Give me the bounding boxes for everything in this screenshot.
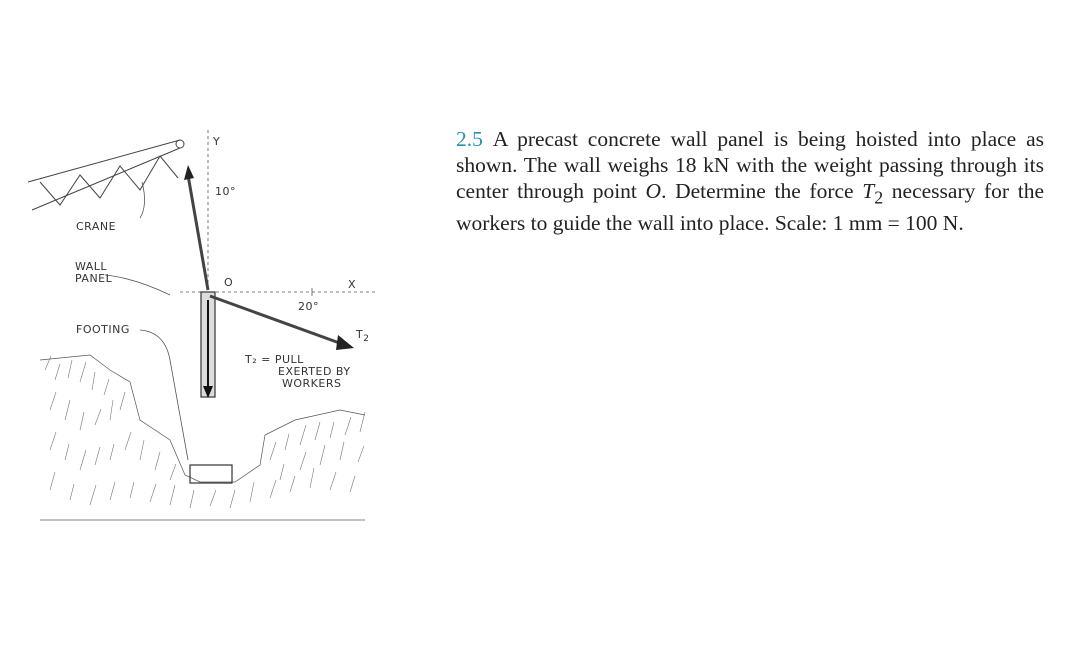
t2-rope xyxy=(210,296,345,345)
panel-label: PANEL xyxy=(75,272,113,285)
x-axis-label: X xyxy=(348,278,357,291)
angle-20-label: 20° xyxy=(298,300,319,313)
problem-statement xyxy=(456,126,1044,236)
point-symbol: O xyxy=(645,179,662,203)
force-symbol: T xyxy=(862,179,875,203)
t2-note-line3: WORKERS xyxy=(282,377,342,390)
footing-label: FOOTING xyxy=(76,323,130,336)
crane-label: CRANE xyxy=(76,220,117,233)
cable-arrowhead xyxy=(184,165,194,180)
cable-10deg xyxy=(188,175,208,290)
t2-note-line2: EXERTED BY xyxy=(278,365,351,378)
problem-text-post: necessary for the workers to guide the wall into place. Scale: 1 mm = 100 N. xyxy=(456,179,1044,236)
t2-label: $T_2$ xyxy=(356,328,370,344)
wall-label: WALL xyxy=(75,260,108,273)
t2-note-line1: T₂ = PULL xyxy=(245,353,304,366)
y-axis-label: Y xyxy=(213,135,221,148)
problem-number: 2.5 xyxy=(456,127,483,151)
origin-label: O xyxy=(224,276,234,289)
problem-text-mid: . Determine the force xyxy=(661,179,863,203)
problem-text-pre: A precast concrete wall panel is being hoisted into place as shown. The wall weighs 18 kN with the weight passing through its center through point xyxy=(456,127,1044,203)
angle-10-label: 10° xyxy=(215,185,236,198)
wall-panel-sketch xyxy=(20,120,420,530)
crane-boom xyxy=(28,140,184,210)
t2-arrowhead xyxy=(336,335,354,350)
force-subscript: 2 xyxy=(874,187,884,208)
